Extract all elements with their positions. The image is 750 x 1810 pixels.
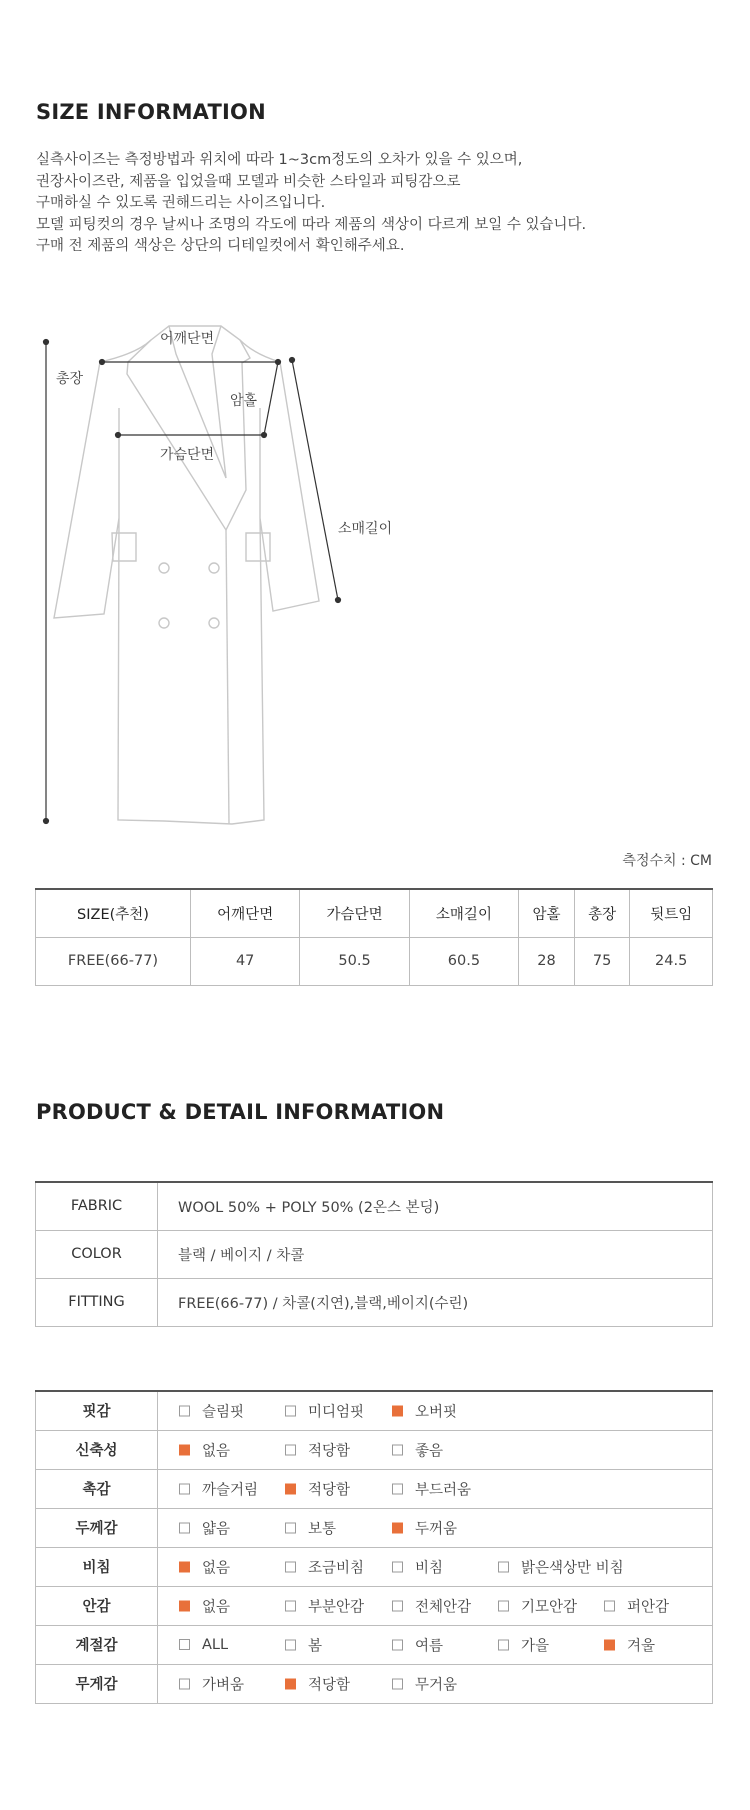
table-cell: 24.5 [630,937,713,985]
feel-option-label: 얇음 [202,1521,231,1537]
size-information-title: SIZE INFORMATION [36,100,266,124]
header-cell: 어깨단면 [191,889,300,937]
measurement-unit-note: 측정수치 : CM [622,853,712,869]
unchecked-box-icon [179,1405,190,1416]
feel-options [158,1625,713,1664]
coat-size-diagram [36,318,416,828]
feel-option [392,1673,457,1694]
feel-option [179,1517,230,1538]
product-info-table [35,1181,713,1327]
feel-key: 무게감 [36,1664,158,1703]
feel-option [392,1400,457,1421]
header-cell: 총장 [574,889,630,937]
feel-row [36,1625,713,1664]
feel-option-label: 보통 [308,1521,337,1537]
header-cell: 소매길이 [409,889,518,937]
feel-key: 신축성 [36,1430,158,1469]
checked-box-icon [604,1639,615,1650]
feel-key: 핏감 [36,1391,158,1430]
fitting-key: FITTING [36,1278,158,1326]
feel-option [392,1556,443,1577]
feel-options [158,1469,713,1508]
feel-option [498,1634,549,1655]
feel-option [285,1439,350,1460]
feel-option [285,1517,336,1538]
feel-option [285,1634,322,1655]
unchecked-box-icon [285,1561,296,1572]
table-cell: 60.5 [409,937,518,985]
feel-option [179,1478,258,1499]
feel-row [36,1469,713,1508]
feel-option [392,1478,471,1499]
color-key: COLOR [36,1230,158,1278]
unchecked-box-icon [285,1600,296,1611]
feel-option-label: 좋음 [415,1443,444,1459]
unchecked-box-icon [392,1483,403,1494]
unchecked-box-icon [392,1444,403,1455]
checked-box-icon [179,1561,190,1572]
table-row [36,937,713,985]
feel-key: 비침 [36,1547,158,1586]
note-line: 권장사이즈란, 제품을 입었을때 모델과 비슷한 스타일과 피팅감으로 [36,173,461,190]
table-cell: 75 [574,937,630,985]
feel-options [158,1508,713,1547]
note-line: 구매 전 제품의 색상은 상단의 디테일컷에서 확인해주세요. [36,238,405,254]
feel-option [498,1595,577,1616]
unchecked-box-icon [179,1678,190,1689]
unchecked-box-icon [179,1639,190,1650]
size-table-header [36,889,713,937]
feel-option [604,1595,669,1616]
feel-option-label: 적당함 [308,1443,351,1459]
feel-option-label: 겨울 [627,1638,656,1654]
checked-box-icon [392,1405,403,1416]
feel-option-label: 비침 [415,1560,444,1576]
feel-option-label: 슬림핏 [202,1404,245,1421]
size-notes [36,150,586,258]
table-row [36,1230,713,1278]
unchecked-box-icon [498,1561,509,1572]
feel-option [179,1400,244,1421]
table-row [36,1182,713,1230]
header-cell: 가슴단면 [300,889,409,937]
table-row [36,1278,713,1326]
feel-option [392,1517,457,1538]
feel-option [285,1673,350,1694]
feel-row [36,1430,713,1469]
total-length-label: 총장 [56,371,84,387]
unchecked-box-icon [285,1444,296,1455]
checked-box-icon [392,1522,403,1533]
fabric-value: WOOL 50% + POLY 50% (2온스 본딩) [158,1182,713,1230]
feel-option [285,1595,364,1616]
feel-option-label: 무거움 [415,1677,458,1693]
feel-row [36,1391,713,1430]
unchecked-box-icon [179,1483,190,1494]
unchecked-box-icon [498,1600,509,1611]
armhole-label: 암홀 [230,393,258,409]
shoulder-label: 어깨단면 [160,331,215,347]
feel-option-label: 가을 [521,1638,550,1654]
feel-option [392,1634,443,1655]
feel-option-label: 퍼안감 [627,1599,670,1615]
feel-option [285,1478,350,1499]
feel-option [285,1556,364,1577]
feel-option-label: 적당함 [308,1482,351,1498]
feel-options [158,1664,713,1703]
feel-options [158,1391,713,1430]
feel-key: 촉감 [36,1469,158,1508]
feel-option [179,1439,230,1460]
feel-option-label: 부분안감 [308,1599,365,1615]
color-value: 블랙 / 베이지 / 차콜 [158,1230,713,1278]
header-cell: SIZE(추천) [36,889,191,937]
checked-box-icon [285,1483,296,1494]
size-table [35,888,713,986]
feel-option [604,1634,655,1655]
feel-options [158,1547,713,1586]
feel-option [392,1595,471,1616]
unchecked-box-icon [285,1405,296,1416]
feel-option-label: 두꺼움 [415,1521,458,1537]
feel-row [36,1508,713,1547]
feel-option [285,1400,364,1421]
feel-option-label: 조금비침 [308,1560,365,1576]
detail-information-title: PRODUCT & DETAIL INFORMATION [36,1100,445,1124]
checked-box-icon [179,1444,190,1455]
table-cell: 47 [191,937,300,985]
feel-option-label: 봄 [308,1638,323,1654]
feel-option-label: 적당함 [308,1677,351,1693]
feel-options [158,1430,713,1469]
unchecked-box-icon [498,1639,509,1650]
sleeve-length-label: 소매길이 [338,521,393,537]
feel-option-label: ALL [202,1636,229,1653]
feel-row [36,1547,713,1586]
feel-option [179,1637,228,1653]
feel-option-label: 없음 [202,1560,231,1576]
feel-option-label: 여름 [415,1638,444,1654]
feel-option-label: 까슬거림 [202,1482,259,1498]
feel-option [179,1556,230,1577]
feel-option [392,1439,443,1460]
unchecked-box-icon [392,1639,403,1650]
note-line: 구매하실 수 있도록 권해드리는 사이즈입니다. [36,195,326,211]
feel-option [179,1595,230,1616]
unchecked-box-icon [392,1600,403,1611]
feel-option-label: 미디엄핏 [308,1404,365,1421]
feel-option [498,1556,624,1577]
header-cell: 뒷트임 [630,889,713,937]
feel-option-label: 전체안감 [415,1599,472,1615]
feel-key: 두께감 [36,1508,158,1547]
feel-option-label: 가벼움 [202,1677,245,1693]
unchecked-box-icon [604,1600,615,1611]
chest-label: 가슴단면 [160,447,215,463]
unchecked-box-icon [179,1522,190,1533]
feel-key: 안감 [36,1586,158,1625]
feel-option-label: 기모안감 [521,1599,578,1615]
feel-key: 계절감 [36,1625,158,1664]
checked-box-icon [179,1600,190,1611]
feel-option-label: 오버핏 [415,1404,458,1421]
coat-illustration [36,318,416,828]
table-cell: 50.5 [300,937,409,985]
note-line: 모델 피팅컷의 경우 날씨나 조명의 각도에 따라 제품의 색상이 다르게 보일 수 있습니다. [36,216,587,233]
feel-row [36,1664,713,1703]
feel-option [179,1673,244,1694]
feel-option-label: 없음 [202,1443,231,1459]
feel-option-label: 밝은색상만 비침 [521,1560,624,1576]
fabric-key: FABRIC [36,1182,158,1230]
feel-option-label: 없음 [202,1599,231,1615]
table-cell: 28 [519,937,575,985]
header-cell: 암홀 [519,889,575,937]
table-cell: FREE(66-77) [36,937,191,985]
unchecked-box-icon [285,1522,296,1533]
feel-row [36,1586,713,1625]
unchecked-box-icon [392,1561,403,1572]
fitting-value: FREE(66-77) / 차콜(지연),블랙,베이지(수린) [158,1278,713,1326]
unchecked-box-icon [392,1678,403,1689]
checked-box-icon [285,1678,296,1689]
note-line: 실측사이즈는 측정방법과 위치에 따라 1~3cm정도의 오차가 있을 수 있으며, [36,152,523,168]
feel-option-label: 부드러움 [415,1482,472,1498]
unchecked-box-icon [285,1639,296,1650]
feel-options [158,1586,713,1625]
product-feel-table [35,1390,713,1704]
